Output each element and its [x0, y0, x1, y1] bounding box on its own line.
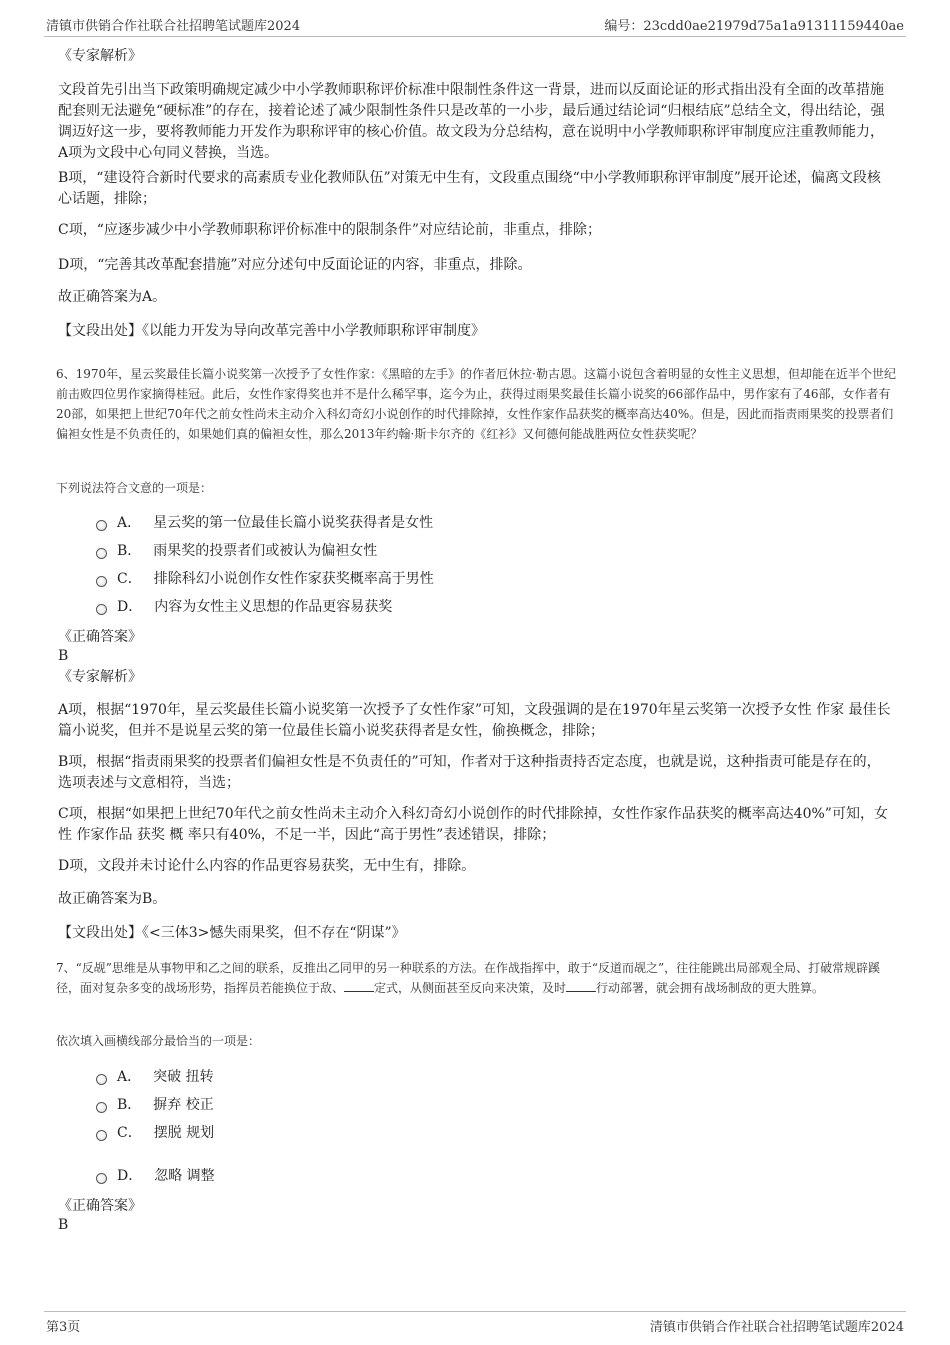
radio-icon[interactable] [96, 1074, 107, 1085]
q6-stem: 6、1970年，星云奖最佳长篇小说奖第一次授予了女性作家：《黑暗的左手》的作者厄休拉·勒古恩。这篇小说包含着明显的女性主义思想，但却能在近半个世纪前击败四位男作家摘得桂冠。此后，女性作家得奖也并不是什么稀罕事，迄今为止，获得过雨果奖最佳长篇小说奖的66部作品中，男作家有了46部，女作者有20部，如果把上世纪70年代之前女性尚未主动介入科幻奇幻小说创作的时代排除掉，女性作家作品获奖的概率高达40%。但是，因此而指责雨果奖的投票者们偏袒女性是不负责任的，如果她们真的偏袒女性，那么2013年约翰·斯卡尔齐的《红衫》又何德何能战胜两位女性获奖呢？ [56, 367, 896, 441]
q6-option-d[interactable]: D． 内容为女性主义思想的作品更容易获奖 [96, 597, 392, 617]
footer-title: 清镇市供销合作社联合社招聘笔试题库2024 [649, 1320, 904, 1335]
header-serial: 编号：23cdd0ae21979d75a1a91311159440ae [604, 19, 904, 34]
q6-conclusion: 故正确答案为B。 [58, 891, 167, 907]
radio-icon[interactable] [96, 576, 107, 587]
radio-icon[interactable] [96, 1173, 107, 1184]
q7-option-d[interactable]: D． 忽略 调整 [96, 1166, 215, 1186]
radio-icon[interactable] [96, 1102, 107, 1113]
q7-stem: 7、“反觇”思维是从事物甲和乙之间的联系，反推出乙同甲的另一种联系的方法。在作战指挥中，敢于“反道而觇之”，往往能跳出局部观全局、打破常规辟蹊径，面对复杂多变的战场形势，指挥员若能换位于敌、 定式，从侧面甚至反向来决策，及时 行动部署，就会拥有战场制敌的更大胜算。 [56, 961, 881, 995]
q5-analysis-para1: 文段首先引出当下政策明确规定减少中小学教师职称评价标准中限制性条件这一背景，进而以反面论证的形式指出没有全面的改革措施配套则无法避免“硬标准”的存在，接着论述了减少限制性条件只是改革的一小步，最后通过结论词“归根结底”总结全文，得出结论，强调迈好这一步，要将教师能力开发作为职称评审的核心价值。故文段为分总结构，意在说明中小学教师职称评审制度应注重教师能力，A项为文段中心句同义替换，当选。 [58, 82, 885, 161]
q7-answer: B [58, 1217, 69, 1233]
header-divider [44, 36, 906, 37]
footer-page-number: 第3页 [46, 1320, 81, 1335]
q6-answer: B [58, 648, 69, 664]
q6-option-c[interactable]: C． 排除科幻小说创作女性作家获奖概率高于男性 [96, 569, 434, 589]
q6-answer-label: 《正确答案》 [58, 629, 142, 645]
radio-icon[interactable] [96, 1130, 107, 1141]
q7-option-c[interactable]: C． 摆脱 规划 [96, 1123, 214, 1143]
q7-option-a[interactable]: A． 突破 扭转 [96, 1067, 214, 1087]
q6-prompt: 下列说法符合文意的一项是： [56, 481, 213, 495]
q6-analysis-a: A项，根据“1970年，星云奖最佳长篇小说奖第一次授予了女性作家”可知，文段强调的是在1970年星云奖第一次授予女性 作家 最佳长篇小说奖，但并不是说星云奖的第一位最佳长篇小说奖获得者是女性，偷换概念，排除； [58, 702, 891, 739]
q7-answer-label: 《正确答案》 [58, 1198, 142, 1214]
q7-prompt: 依次填入画横线部分最恰当的一项是： [56, 1034, 261, 1048]
radio-icon[interactable] [96, 548, 107, 559]
q5-analysis-d: D项，“完善其改革配套措施”对应分述句中反面论证的内容，非重点，排除。 [58, 257, 532, 273]
q7-option-b[interactable]: B． 摒弃 校正 [96, 1095, 214, 1115]
q5-conclusion: 故正确答案为A。 [58, 289, 167, 305]
q5-expert-label: 《专家解析》 [58, 48, 142, 64]
q5-analysis-b: B项，“建设符合新时代要求的高素质专业化教师队伍”对策无中生有，文段重点围绕“中小学教师职称评审制度”展开论述，偏离文段核心话题，排除； [58, 170, 881, 207]
q6-analysis-b: B项，根据“指责雨果奖的投票者们偏袒女性是不负责任的”可知，作者对于这种指责持否定态度，也就是说，这种指责可能是存在的，选项表述与文意相符，当选； [58, 754, 881, 791]
header-title: 清镇市供销合作社联合社招聘笔试题库2024 [46, 19, 301, 34]
q5-analysis-c: C项，“应逐步减少中小学教师职称评价标准中的限制条件”对应结论前，非重点，排除； [58, 222, 602, 238]
radio-icon[interactable] [96, 604, 107, 615]
q6-analysis-d: D项，文段并未讨论什么内容的作品更容易获奖，无中生有，排除。 [58, 858, 476, 874]
blank-1 [344, 979, 374, 992]
q6-option-b[interactable]: B． 雨果奖的投票者们或被认为偏袒女性 [96, 541, 377, 561]
footer-divider [44, 1311, 906, 1312]
q6-option-a[interactable]: A． 星云奖的第一位最佳长篇小说奖获得者是女性 [96, 513, 433, 533]
page-header [0, 0, 950, 40]
radio-icon[interactable] [96, 520, 107, 531]
q5-source: 【文段出处】《以能力开发为导向改革完善中小学教师职称评审制度》 [58, 323, 485, 339]
q6-source: 【文段出处】《<三体3>憾失雨果奖，但不存在“阴谋”》 [58, 925, 406, 941]
q6-analysis-c: C项，根据“如果把上世纪70年代之前女性尚未主动介入科幻奇幻小说创作的时代排除掉，女性作家作品获奖的概率高达40%”可知，女性 作家作品 获奖 概 率只有40%，不足一半，因此“高于男性”表述错误，排除； [58, 806, 888, 843]
blank-2 [566, 979, 596, 992]
q6-expert-label: 《专家解析》 [58, 669, 142, 685]
